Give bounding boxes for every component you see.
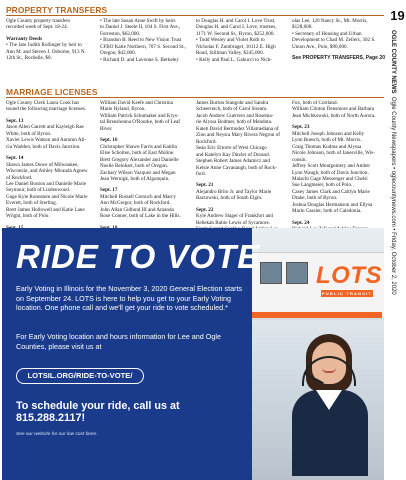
text-line: Kelsie Anne Cavanaugh, both of Rock- — [196, 164, 277, 171]
text-line: Kaleb David Bermudez Villamediana of — [196, 125, 279, 132]
text-line: William Clinton Densmore and Barbara — [292, 106, 375, 113]
text-line: William Patrick Schumaker and Krys- — [100, 112, 179, 119]
text-line: Seymour, both of Lindenwood. — [6, 187, 71, 194]
text-line: Everett, both of Sterling. — [6, 200, 57, 207]
lots-logo: LOTS — [316, 262, 382, 289]
text-line: Barzowski, both of South Elgin. — [196, 195, 263, 202]
sidebar-info — [388, 30, 406, 295]
text-line: Drake, both of Byron. — [292, 195, 338, 202]
property-col-3 — [196, 18, 288, 63]
text-line: Jacob Andrew Guerrero and Rosema- — [196, 112, 274, 119]
text-line: Wisconsin, and Ashley Miranda Agnew — [6, 168, 88, 175]
ad-paragraph-2: For Early Voting location and hours information for Lee and Ogle Counties, please visit us at — [16, 332, 221, 351]
marriage-col-2 — [100, 100, 192, 231]
text-line: • The late Susan Anne Swift by heirs — [100, 18, 176, 24]
text-line: White, both of Byron. — [6, 130, 52, 137]
text-line: Jeffrey Scott Montgomery and Amber — [292, 163, 371, 170]
text-line: recorded week of Sept. 18-24. — [6, 24, 68, 31]
text-line: Forreston, $62,000. — [100, 30, 141, 37]
marriage-col-1 — [6, 100, 96, 231]
text-line: ford. — [196, 170, 206, 177]
sidebar-section: OGLE COUNTY NEWS — [390, 30, 396, 94]
text-line: olas Lee, 120 Nancy St., Mt. Morris, — [292, 18, 368, 24]
marriage-licenses-heading: MARRIAGE LICENSES — [6, 87, 98, 97]
text-line: Mitchell Russell Gorsuch and Marcy — [100, 193, 176, 200]
text-line: Elise Scholten, both of East Moline. — [100, 150, 175, 157]
section-date: Sept. 17 — [100, 187, 118, 194]
text-line: Stephen Robert James Adamicz and — [196, 158, 270, 165]
text-line: Jean Michkowski, both of North Aurora. — [292, 112, 376, 119]
text-line: • Todd Wesley and Violet Roth to — [196, 37, 265, 44]
section-date: Sept. 21 — [196, 182, 214, 189]
text-line: William David Keefe and Christina — [100, 100, 173, 106]
ad-fares-note: See our website for our low cost fares. — [16, 432, 98, 437]
property-transfers-heading: PROPERTY TRANSFERS — [6, 5, 108, 15]
text-line: Mitchell Joseph Johnson and Kelly — [292, 130, 365, 137]
text-line: consin. — [292, 156, 307, 163]
text-line: Scheerreich, both of Carol Stream. — [196, 106, 268, 113]
text-line: $128,600. — [292, 24, 313, 31]
text-line: to Douglas H. and Carol I. Love Trust, — [196, 18, 276, 24]
section-date: Sept. 14 — [6, 155, 24, 162]
text-line: Jean Wernigk, both of Algonquin. — [100, 175, 170, 182]
bus-stripe — [252, 312, 382, 318]
marriage-col-4 — [292, 100, 386, 239]
text-line: Ogle County Clerk Laura Cook has — [6, 100, 79, 106]
text-line: Rebekah Rubie Lewis of Sycamore. — [196, 219, 271, 226]
text-line: Joshua Douglas Hermanson and Ellysa — [292, 201, 373, 208]
text-line: Christopher Shawn Farris and Kaitlin — [100, 143, 178, 150]
ride-to-vote-link[interactable]: LOTSIL.ORG/RIDE-TO-VOTE/ — [16, 368, 144, 384]
text-line: Nicole Johnson, both of Janesville, Wis- — [292, 150, 375, 157]
text-line: Craig Thomas Kudma and Alyssa — [292, 143, 362, 150]
text-line: 12th St., Rochelle, $0. — [6, 55, 52, 62]
text-line: Rose Conner, both of Lake in the Hills. — [100, 213, 181, 220]
ad-call-to-action: To schedule your ride, call us at 815.288.2117! — [16, 400, 180, 425]
text-line: rie Alyssa Bodmer, both of Mendota. — [196, 119, 273, 126]
bus-window — [286, 262, 308, 284]
text-line: John Allan Gidlund III and Amanda — [100, 206, 174, 213]
section-date: Sept. 16 — [100, 137, 118, 144]
text-line: Ogle County property transfers — [6, 18, 71, 24]
text-line: Zion and Neysra Mary Rivera Negron of — [196, 132, 280, 139]
text-line: Kyle Andrew Slager of Frankfort and — [196, 213, 273, 220]
text-line: Casey James Clark and Caitlyn Marie — [292, 188, 370, 195]
text-line: Lynn Waugh, both of Davis Junction. — [292, 169, 369, 176]
text-line: to Daniel J. Steele II, 104 S. First Ave., — [100, 24, 181, 31]
section-date: Sept. 13 — [6, 117, 24, 124]
property-col-4 — [292, 18, 386, 62]
property-rule — [6, 15, 384, 16]
text-line: Development to Chad M. Zellers, 302 S. — [292, 37, 376, 44]
text-line: Union Ave., Polo, $90,000. — [292, 43, 348, 50]
lots-logo-subtitle: PUBLIC TRANSIT — [321, 291, 373, 296]
text-line: Sean Eric Ettorre of West Chicago — [196, 145, 267, 152]
text-line: • Secretary of Housing and Urban — [292, 30, 362, 37]
text-line: of Rockford. — [6, 174, 33, 181]
text-line: Road, Stillman Valley, $245,000. — [196, 50, 264, 57]
sidebar-meta: Ogle County Newspapers • oglecountynews.com • Friday, October 2, 2020 — [390, 96, 396, 295]
text-line: and Katelyn Kay Ditzler of Durand. — [196, 151, 270, 158]
text-line: Gage Kyle Ronnstein and Nicole Marie — [6, 193, 88, 200]
text-line: Marin Cassier, both of Caledonia. — [292, 208, 362, 215]
text-line: issued the following marriage licenses. — [6, 106, 87, 113]
text-line: tal Brenshonna O'Rourke, both of Leaf — [100, 119, 181, 126]
text-line: Alejandro Brito Jr. and Taylor Marie — [196, 188, 272, 195]
text-line: Sue Langmeier, both of Polo. — [292, 182, 353, 189]
text-line: • Brandon B. Reed to New Vision Trust — [100, 37, 182, 44]
text-line: Brett Gregory Alexander and Danielle — [100, 156, 179, 163]
text-line: Jason Allen Garrett and Kayleigh Rae — [6, 124, 84, 131]
text-line: Wright, both of Polo. — [6, 213, 50, 220]
text-line: • Kelly and Paul L. Gabucci to Nich- — [196, 56, 273, 63]
text-line: Rockford. — [196, 138, 217, 145]
text-line: Xavier Lewis Watson and Autumn Ali- — [6, 137, 87, 144]
ad-paragraph-1: Early Voting in Illinois for the November 3, 2020 General Election starts on September 24. LOTS is here to help you get to your Early Voting location. One phone call and we'll get your ride to vote scheduled.* — [16, 284, 243, 313]
operator-photo — [290, 334, 370, 480]
text-line: 1171 W. Second St., Byron, $252,000. — [196, 30, 275, 37]
section-date: Sept. 23 — [292, 124, 310, 131]
property-col-1 — [6, 18, 94, 62]
property-col-2 — [100, 18, 192, 63]
page-number: 19 — [390, 8, 405, 23]
text-line: Zachary Wilson Vazquez and Megan — [100, 169, 176, 176]
text-line: • The Jate Judith Rollinger by heir to — [6, 42, 82, 49]
bus-window — [260, 262, 282, 284]
text-line: River. — [100, 125, 113, 132]
text-line: Malachi Gage Messenger and Chelsi — [292, 175, 368, 182]
text-line: Oregon, $42,000. — [100, 50, 136, 57]
section-date: Warranty Deeds — [6, 35, 43, 42]
section-date: Sept. 24 — [292, 219, 310, 226]
text-line: Fox, both of Cortland. — [292, 100, 338, 106]
marriage-rule — [6, 97, 384, 98]
section-date: Sept. 22 — [196, 206, 214, 213]
ad-title: RIDE TO VOTE — [16, 238, 261, 275]
text-line: Marie Hyland, Byron. — [100, 106, 146, 113]
marriage-col-3 — [196, 100, 288, 233]
text-line: Nicholas F. Zumbragel, 10112 E. High — [196, 43, 276, 50]
text-line: Ann McGregor, both of Rockford. — [100, 200, 171, 207]
text-line: cia Wadden, both of Davis Junction. — [6, 143, 81, 150]
text-line: Lynn Buesch, both of Mt. Morris. — [292, 137, 362, 144]
text-line: Noelle Reinhart, both of Oregon. — [100, 163, 168, 170]
text-line: Douglas H. and Carol I. Love, trustees, — [196, 24, 277, 31]
text-line: Ann M. and Steven J. Osborne, 913 N. — [6, 48, 86, 55]
text-line: Lee Daniel Bouton and Danielle Marie — [6, 180, 87, 187]
text-line: Brett James Hollowell and Katie Lane — [6, 206, 85, 213]
text-line: CFBO Katie Northern, 707 S. Second St., — [100, 43, 186, 50]
text-line: • Richard D. and Lavonne S. Berkeley — [100, 56, 179, 63]
text-line: Shawn James Duwe of Milwaukee, — [6, 161, 79, 168]
continued-reference[interactable]: See PROPERTY TRANSFERS, Page 20 — [292, 55, 386, 62]
text-line: James Burton Stangohr and Sandra — [196, 100, 269, 106]
